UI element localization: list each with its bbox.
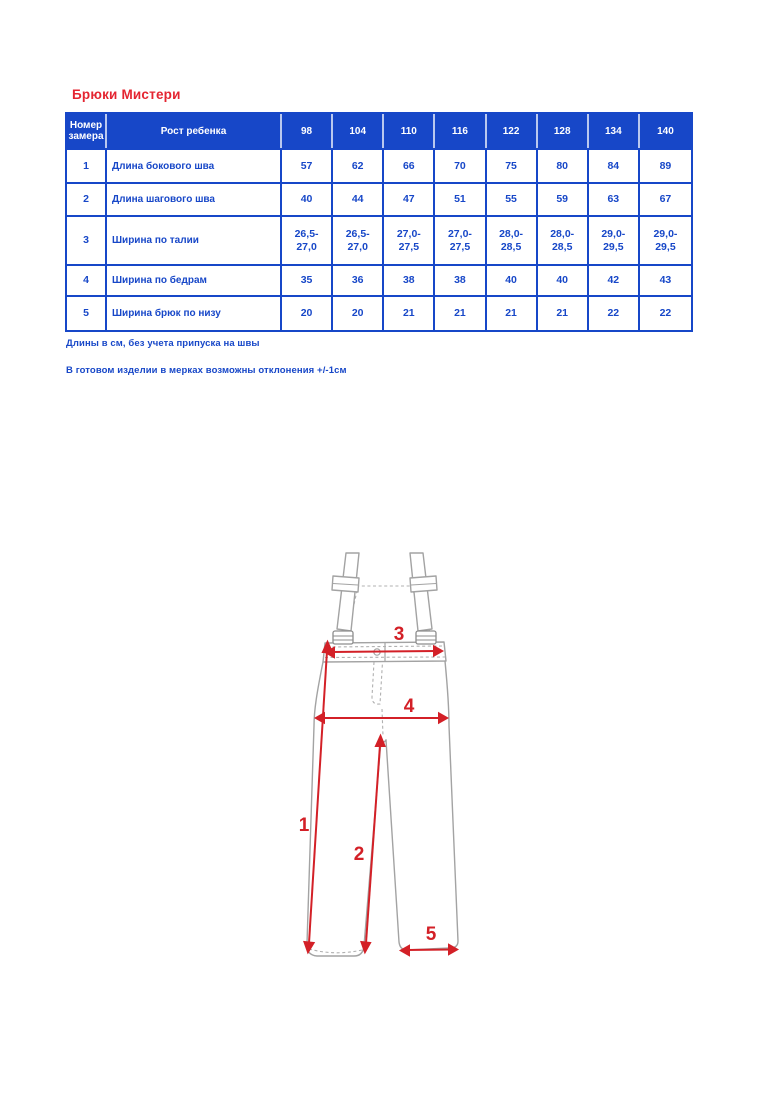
measure-value: 35 [282, 264, 333, 295]
measure-value: 59 [538, 182, 589, 215]
measure-value: 55 [487, 182, 538, 215]
size-table-header-row [67, 114, 691, 148]
measure-value: 47 [384, 182, 435, 215]
measure-arrow-5 [406, 950, 452, 951]
table-row [67, 148, 691, 182]
size-column-header: 98 [282, 114, 333, 148]
measure-value: 40 [487, 264, 538, 295]
front-center-seam [382, 709, 383, 736]
measure-value: 26,5-27,0 [333, 215, 384, 264]
measure-number: 1 [67, 148, 107, 182]
measure-value: 22 [589, 295, 640, 330]
size-column-header: 128 [538, 114, 589, 148]
pants-sketch [270, 530, 520, 980]
measure-value: 27,0-27,5 [435, 215, 486, 264]
measure-value: 28,0-28,5 [487, 215, 538, 264]
measure-value: 44 [333, 182, 384, 215]
measure-value: 22 [640, 295, 691, 330]
measure-value: 43 [640, 264, 691, 295]
measure-label-1: 1 [298, 815, 310, 836]
measure-value: 26,5-27,0 [282, 215, 333, 264]
arrowhead-1-bottom [305, 942, 314, 952]
measure-arrow-2 [366, 745, 380, 943]
measure-value: 67 [640, 182, 691, 215]
measure-value: 40 [282, 182, 333, 215]
measure-label-4: 4 [403, 696, 415, 717]
measure-value: 21 [538, 295, 589, 330]
corner-header: Номер замера [67, 114, 107, 148]
measure-value: 51 [435, 182, 486, 215]
size-column-header: 116 [435, 114, 486, 148]
measure-value: 63 [589, 182, 640, 215]
measure-label: Ширина брюк по низу [107, 295, 282, 330]
measure-value: 20 [282, 295, 333, 330]
measure-number: 3 [67, 215, 107, 264]
strap-loop-left [333, 631, 353, 644]
measure-value: 89 [640, 148, 691, 182]
page-title: Брюки Мистери [72, 87, 181, 102]
measure-value: 66 [384, 148, 435, 182]
measure-value: 27,0-27,5 [384, 215, 435, 264]
size-column-header: 122 [487, 114, 538, 148]
left-hem-stitch [309, 949, 362, 953]
table-row [67, 215, 691, 264]
measure-number: 2 [67, 182, 107, 215]
note-tolerance: В готовом изделии в мерках возможны отклонения +/-1см [66, 365, 347, 376]
size-column-header: 134 [589, 114, 640, 148]
measure-value: 84 [589, 148, 640, 182]
measure-arrow-3 [331, 651, 437, 652]
measure-value: 28,0-28,5 [538, 215, 589, 264]
measure-value: 38 [384, 264, 435, 295]
measure-label-3: 3 [393, 624, 405, 645]
strap-loop-right [416, 631, 436, 644]
measure-label: Длина шагового шва [107, 182, 282, 215]
measure-value: 42 [589, 264, 640, 295]
table-row [67, 295, 691, 330]
arrowhead-2-top [376, 736, 385, 746]
measure-value: 21 [384, 295, 435, 330]
measure-number: 4 [67, 264, 107, 295]
measure-value: 20 [333, 295, 384, 330]
table-row [67, 182, 691, 215]
size-column-header: 110 [384, 114, 435, 148]
measure-value: 70 [435, 148, 486, 182]
right-leg-outline [386, 661, 458, 950]
size-table [65, 112, 693, 332]
measure-value: 75 [487, 148, 538, 182]
measure-value: 57 [282, 148, 333, 182]
pants-sketch-svg [270, 530, 520, 980]
arrowhead-4-right [439, 714, 447, 723]
fly-stitch [372, 662, 383, 704]
measure-value: 36 [333, 264, 384, 295]
size-column-header: 140 [640, 114, 691, 148]
measure-label: Длина бокового шва [107, 148, 282, 182]
table-row [67, 264, 691, 295]
measure-value: 80 [538, 148, 589, 182]
row-header: Рост ребенка [107, 114, 282, 148]
measure-value: 21 [487, 295, 538, 330]
arrowhead-5-left [401, 946, 409, 955]
measure-label: Ширина по талии [107, 215, 282, 264]
measure-label-2: 2 [353, 844, 365, 865]
arrowhead-4-left [316, 714, 324, 723]
measure-value: 38 [435, 264, 486, 295]
measure-label: Ширина по бедрам [107, 264, 282, 295]
measure-value: 29,0-29,5 [589, 215, 640, 264]
measure-label-5: 5 [425, 924, 437, 945]
measure-value: 40 [538, 264, 589, 295]
note-units: Длины в см, без учета припуска на швы [66, 338, 260, 349]
measure-value: 62 [333, 148, 384, 182]
measure-value: 29,0-29,5 [640, 215, 691, 264]
measure-value: 21 [435, 295, 486, 330]
size-table-body [67, 148, 691, 330]
measure-number: 5 [67, 295, 107, 330]
size-column-header: 104 [333, 114, 384, 148]
